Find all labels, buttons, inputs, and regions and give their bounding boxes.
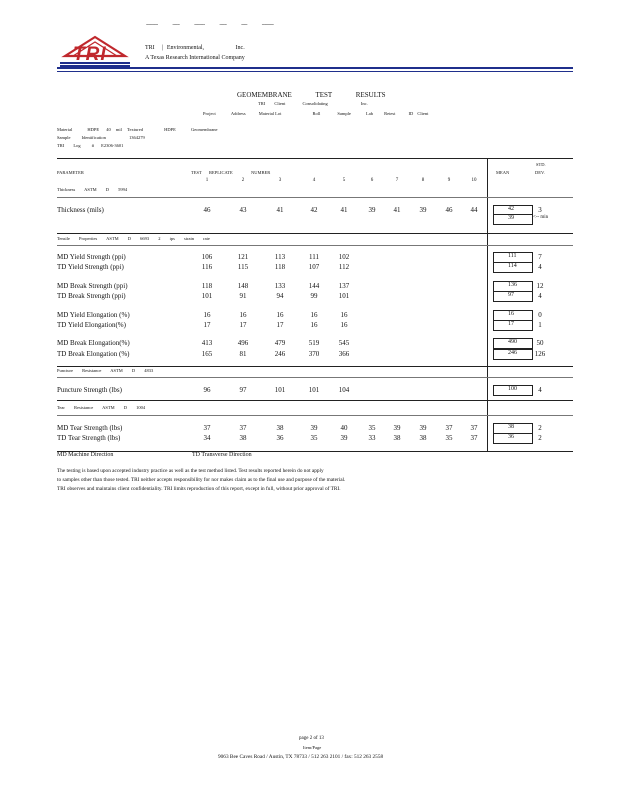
company-name-line (145, 45, 245, 51)
value-cell: 35 (445, 434, 453, 442)
td-legend: TD Transverse Direction (192, 452, 252, 458)
col-replicate: REPLICATE (209, 170, 233, 175)
col-mean: MEAN (496, 170, 510, 175)
value-cell: 37 (239, 424, 247, 432)
value-cell: 37 (203, 424, 211, 432)
value-cell: 370 (308, 350, 320, 358)
info-item: Sample (57, 135, 71, 140)
mean-cell-min: 39 (493, 214, 533, 225)
value-cell: 39 (419, 206, 427, 214)
value-cell: 39 (368, 206, 376, 214)
section-subheader: Thickness ASTM D 5994 (57, 187, 128, 192)
row-label: TD Break Elongation (%) (57, 350, 130, 358)
replicate-number: 4 (312, 178, 316, 183)
value-cell: 115 (237, 263, 249, 271)
section-rule (57, 233, 573, 234)
value-cell: 37 (470, 424, 478, 432)
replicate-number: 10 (471, 178, 477, 183)
value-cell: 102 (338, 253, 350, 261)
value-cell: 16 (203, 311, 211, 319)
disclaimer-line: The testing is based upon accepted industry practice as well as the test method listed. Test results reported herein do not apply (57, 468, 324, 474)
section-subheader: Tear Resistance ASTM D 1004 (57, 405, 146, 410)
value-cell: 40 (340, 424, 348, 432)
value-cell: 38 (276, 424, 284, 432)
col-std-bottom: DEV. (535, 170, 545, 175)
value-cell: 118 (274, 263, 286, 271)
mean-cell: 16 (493, 310, 533, 321)
value-cell: 111 (309, 253, 319, 261)
value-cell: 137 (338, 282, 350, 290)
value-cell: 366 (338, 350, 350, 358)
std-cell: 7 (538, 253, 542, 261)
disclaimer-line: TRI observes and maintains client confidentiality. TRI limits reproduction of this report, except in full, without prior approval of TRI. (57, 486, 341, 492)
info-item: mil (115, 127, 122, 132)
subtitle-row-1 (258, 101, 368, 106)
value-cell: 16 (310, 321, 318, 329)
section-rule (57, 366, 573, 367)
info-item: # (91, 143, 94, 148)
value-cell: 46 (203, 206, 211, 214)
info-item: Log (73, 143, 81, 148)
value-cell: 107 (308, 263, 320, 271)
header-rule (57, 67, 573, 69)
subtitle-item: Inc. (360, 101, 368, 106)
info-item: Material (57, 127, 73, 132)
subtitle-item: Project (203, 111, 216, 116)
info-item: TRI (57, 143, 65, 148)
mean-column-left-rule (487, 158, 488, 451)
replicate-number: 1 (205, 178, 209, 183)
section-rule (57, 245, 573, 246)
replicate-number: 6 (370, 178, 374, 183)
value-cell: 116 (201, 263, 213, 271)
mean-cell: 114 (493, 262, 533, 273)
value-cell: 91 (239, 292, 247, 300)
std-cell: 2 (538, 424, 542, 432)
subtitle-item: Sample (337, 111, 351, 116)
replicate-number: 2 (241, 178, 245, 183)
md-legend: MD Machine Direction (57, 452, 114, 458)
replicate-number: 3 (278, 178, 282, 183)
std-cell: 3 (538, 206, 542, 214)
value-cell: 121 (237, 253, 249, 261)
value-cell: 38 (393, 434, 401, 442)
row-label: MD Tear Strength (lbs) (57, 424, 123, 432)
value-cell: 37 (445, 424, 453, 432)
page-number: page 2 of 13 (299, 736, 324, 741)
info-item: HDPE (87, 127, 100, 132)
replicate-number: 8 (421, 178, 425, 183)
info-item: Identification (81, 135, 106, 140)
min-indicator: <-- min (533, 215, 549, 220)
value-cell: 33 (368, 434, 376, 442)
value-cell: 36 (276, 434, 284, 442)
row-label: TD Yield Elongation(%) (57, 321, 126, 329)
value-cell: 44 (470, 206, 478, 214)
std-cell: 4 (538, 263, 542, 271)
value-cell: 17 (203, 321, 211, 329)
value-cell: 41 (393, 206, 401, 214)
std-cell: 1 (538, 321, 542, 329)
subtitle-item: Client (417, 111, 429, 116)
header-rule-thin (57, 71, 573, 72)
section-rule (57, 400, 573, 401)
company-division: Environmental, (166, 45, 205, 51)
subtitle-item: Retest (384, 111, 396, 116)
value-cell: 35 (310, 434, 318, 442)
std-cell: 12 (536, 282, 544, 290)
value-cell: 17 (276, 321, 284, 329)
mean-cell: 36 (493, 433, 533, 444)
row-label: TD Tear Strength (lbs) (57, 434, 121, 442)
value-cell: 46 (445, 206, 453, 214)
logo-text: TRI (73, 44, 107, 65)
value-cell: 39 (419, 424, 427, 432)
value-cell: 39 (393, 424, 401, 432)
value-cell: 133 (274, 282, 286, 290)
value-cell: 99 (310, 292, 318, 300)
value-cell: 479 (274, 339, 286, 347)
section-subheader: Tensile Properties ASTM D 6693 2 ips strain rate (57, 236, 210, 241)
std-cell: 4 (538, 386, 542, 394)
mean-cell: 38 (493, 423, 533, 434)
value-cell: 148 (237, 282, 249, 290)
row-label: MD Yield Strength (ppi) (57, 253, 126, 261)
std-cell: 0 (538, 311, 542, 319)
subtitle-item: Roll (312, 111, 321, 116)
subtitle-row-2 (203, 111, 428, 116)
value-cell: 37 (470, 434, 478, 442)
value-cell: 41 (340, 206, 348, 214)
col-number: NUMBER (251, 170, 271, 175)
subtitle-item: ID (408, 111, 414, 116)
value-cell: 165 (201, 350, 213, 358)
top-dash: ------ (219, 23, 227, 28)
value-cell: 94 (276, 292, 284, 300)
value-cell: 144 (308, 282, 320, 290)
value-cell: 38 (239, 434, 247, 442)
info-item: HDPE (164, 127, 176, 132)
row-label: MD Yield Elongation (%) (57, 311, 130, 319)
section-subheader: Puncture Resistance ASTM D 4833 (57, 368, 154, 373)
info-item: 40 (106, 127, 111, 132)
mean-cell: 136 (493, 281, 533, 292)
info-item: 1364279 (129, 135, 145, 140)
value-cell: 101 (338, 292, 350, 300)
mean-cell: 111 (493, 252, 533, 263)
subtitle-item: Address (230, 111, 246, 116)
std-cell: 50 (536, 339, 544, 347)
value-cell: 413 (201, 339, 213, 347)
value-cell: 113 (274, 253, 286, 261)
company-divider: | (162, 45, 164, 51)
value-cell: 43 (239, 206, 247, 214)
value-cell: 39 (340, 434, 348, 442)
mean-cell: 100 (493, 385, 533, 396)
top-dash: ---------- (146, 23, 158, 28)
value-cell: 16 (239, 311, 247, 319)
report-title: GEOMEMBRANE TEST RESULTS (237, 91, 386, 99)
value-cell: 101 (308, 386, 320, 394)
value-cell: 246 (274, 350, 286, 358)
company-logo (57, 34, 133, 68)
top-dash: --------- (194, 23, 205, 28)
value-cell: 41 (276, 206, 284, 214)
row-label: TD Break Strength (ppi) (57, 292, 126, 300)
company-tagline: A Texas Research International Company (145, 55, 245, 61)
table-top-rule (57, 158, 573, 159)
value-cell: 101 (201, 292, 213, 300)
replicate-number: 7 (395, 178, 399, 183)
replicate-number: 9 (447, 178, 451, 183)
subtitle-item: Material Lot (258, 111, 282, 116)
value-cell: 106 (201, 253, 213, 261)
info-item: Geomembrane (190, 127, 218, 132)
mean-cell: 17 (493, 320, 533, 331)
top-dash: ----- (241, 23, 247, 28)
info-line-log (57, 143, 123, 148)
value-cell: 101 (274, 386, 286, 394)
top-dash: ---------- (261, 23, 274, 28)
subtitle-item: Lab (366, 111, 374, 116)
value-cell: 35 (368, 424, 376, 432)
value-cell: 81 (239, 350, 247, 358)
value-cell: 16 (340, 321, 348, 329)
section-rule (57, 197, 573, 198)
std-cell: 126 (534, 350, 546, 358)
row-label-puncture: Puncture Strength (lbs) (57, 386, 122, 394)
value-cell: 34 (203, 434, 211, 442)
value-cell: 112 (338, 263, 350, 271)
value-cell: 118 (201, 282, 213, 290)
subtitle-item: Client (274, 101, 286, 106)
value-cell: 39 (310, 424, 318, 432)
subtitle-item: Consolidating (302, 101, 328, 106)
col-parameter: PARAMETER (57, 170, 84, 175)
value-cell: 96 (203, 386, 211, 394)
mean-cell: 490 (493, 338, 533, 349)
value-cell: 38 (419, 434, 427, 442)
company-name: TRI (145, 45, 155, 51)
page-next: Item/Page (303, 745, 322, 750)
mean-cell: 246 (493, 349, 533, 360)
value-cell: 97 (239, 386, 247, 394)
top-dashes (146, 23, 273, 28)
info-line-sample (57, 135, 145, 140)
table-bottom-rule (57, 451, 573, 452)
info-item: Textured (127, 127, 143, 132)
value-cell: 496 (237, 339, 249, 347)
std-cell: 4 (538, 292, 542, 300)
value-cell: 519 (308, 339, 320, 347)
section-rule (57, 377, 573, 378)
value-cell: 16 (276, 311, 284, 319)
row-label: MD Break Elongation(%) (57, 339, 130, 347)
mean-cell: 42 (493, 205, 533, 216)
company-suffix: Inc. (235, 45, 245, 51)
value-cell: 104 (338, 386, 350, 394)
company-address: 9063 Bee Caves Road / Austin, TX 78733 / 512 263 2101 / fax: 512 263 2558 (218, 754, 384, 760)
top-dash: ------ (172, 23, 180, 28)
mean-cell: 97 (493, 291, 533, 302)
row-label: MD Break Strength (ppi) (57, 282, 128, 290)
col-test: TEST (191, 170, 202, 175)
section-rule (57, 415, 573, 416)
value-cell: 16 (340, 311, 348, 319)
row-label-thickness: Thickness (mils) (57, 206, 104, 214)
std-cell: 2 (538, 434, 542, 442)
col-std-top: STD. (536, 162, 546, 167)
replicate-number: 5 (342, 178, 346, 183)
subtitle-item: TRI (258, 101, 266, 106)
row-label: TD Yield Strength (ppi) (57, 263, 124, 271)
value-cell: 42 (310, 206, 318, 214)
value-cell: 545 (338, 339, 350, 347)
value-cell: 17 (239, 321, 247, 329)
info-item: E2306-3601 (101, 143, 124, 148)
disclaimer-line: to samples other than those tested. TRI neither accepts responsibility for nor makes claim as to the final use and purpose of the material. (57, 477, 346, 483)
value-cell: 16 (310, 311, 318, 319)
info-line-material (57, 127, 217, 132)
